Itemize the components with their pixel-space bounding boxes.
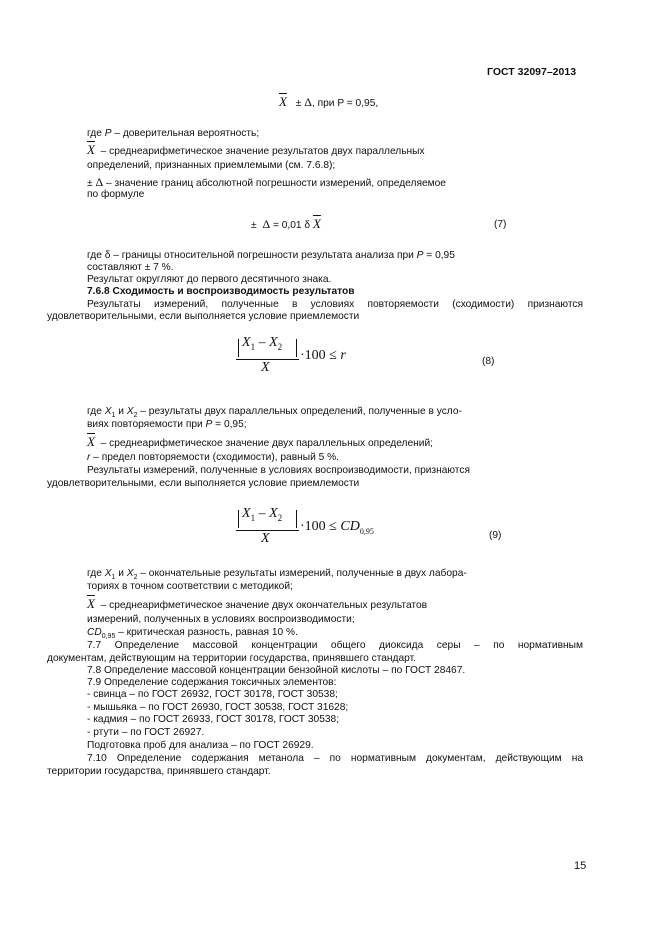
text-line: территории государства, принявшего стандарт. [47,766,271,777]
page-number: 15 [574,860,587,872]
standard-designation: ГОСТ 32097–2013 [487,66,577,78]
text-line: 7.7 Определение массовой концентрации общего диоксида серы – по нормативным [87,640,583,651]
text-line: по формуле [87,189,145,200]
text-line: $\overline{X}$ – среднеарифметическое значение двух окончательных результатов [87,596,428,611]
list-item: - кадмия – по ГОСТ 26933, ГОСТ 30178, ГОСТ 30538; [87,714,340,725]
text-line: удовлетворительными, если выполняется условие приемлемости [47,478,360,489]
text-line: Результаты измерений, полученные в условиях повторяемости (сходимости) признаются [87,299,583,310]
text-line: 7.9 Определение содержания токсичных элементов: [87,677,337,688]
text-line: Результаты измерений, полученные в условиях воспроизводимости, признаются [87,465,470,476]
text-line: ± Δ – значение границ абсолютной погрешности измерений, определяемое [87,175,446,189]
text-line: измерений, полученных в условиях воспроизводимости; [87,614,355,625]
text-line: $\overline{X}$ – среднеарифметическое значение двух параллельных определений; [87,434,433,449]
list-item: - свинца – по ГОСТ 26932, ГОСТ 30178, ГОСТ 30538; [87,689,338,700]
text-line: ториях в точном соответствии с методикой; [87,581,293,592]
text-line: составляют ± 7 %. [87,262,174,273]
text-line: виях повторяемости при P = 0,95; [87,419,247,430]
text-line: документам, действующим на территории государства, принявшего стандарт. [47,653,416,664]
text-line: 7.10 Определение содержания метанола – по нормативным документам, действующим на [87,753,583,764]
text-line: где P – доверительная вероятность; [87,128,260,139]
formula-9-number: (9) [489,530,502,541]
text-line: определений, признанных приемлемыми (см. 7.6.8); [87,160,336,171]
formula-7-number: (7) [494,219,507,230]
text-line: удовлетворительными, если выполняется условие приемлемости [47,311,360,322]
text-line: где $X_1$ и $X_2$ – окончательные результаты измерений, полученные в двух лабора- [87,568,467,582]
list-item: - ртути – по ГОСТ 26927. [87,727,205,738]
text-line: Результат округляют до первого десятичного знака. [87,274,332,285]
text-line: Подготовка проб для анализа – по ГОСТ 26929. [87,740,314,751]
text-line: $CD_{0,95}$ – критическая разность, равная 10 %. [87,627,298,641]
formula-7: ± Δ = 0,01 δ $\overline{X}$ [251,216,321,231]
mean-symbol: $\overline{X}$ [279,94,287,109]
list-item: - мышьяка – по ГОСТ 26930, ГОСТ 30538, ГОСТ 31628; [87,702,349,713]
document-page: ГОСТ 32097–2013 $\overline{X} \pm \Delta$, при P = 0,95, где P – доверительная вероятность; $\overline{X}$ – среднеарифметическое значение результатов двух параллельных определений, признанных приемлемыми (см. 7.6.8); ± Δ – значение границ абсолютной погрешности измерений, определяемое по формуле ± Δ = 0,01 δ $\overline{X}$ (7) где δ – границы относительной погрешности результата анализа при P = 0,95 составляют ± 7 %. Результат округляют до первого десятичного знака. 7.6.8 Сходимость и воспроизводимость результатов Результаты измерений, полученные в условиях повторяемости (сходимости) признаются удовлетворительными, если выполняется условие приемлемости $X_1 - X_2$ $\overline{X}$ ·100 ≤ r (8) где $X_1$ и $X_2$ – результаты двух параллельных определений, полученные в усло- виях повторяемости при P = 0,95; $\overline{X}$ – среднеарифметическое значение двух параллельных определений; r – предел повторяемости (сходимости), равный 5 %. Результаты измерений, полученные в условиях воспроизводимости, признаются удовлетворительными, если выполняется условие приемлемости $X_1 - X_2$ $\overline{X}$ $\cdot 100 \le CD_{0,95}$ (9) где $X_1$ и $X_2$ – окончательные результаты измерений, полученные в двух лабора- ториях в точном соответствии с методикой; $\overline{X}$ – среднеарифметическое значение двух окончательных результатов измерений, полученных в условиях воспроизводимости; $CD_{0,95}$ – критическая разность, равная 10 %. 7.7 Определение массовой концентрации общего диоксида серы – по нормативным документам, действующим на территории государства, принявшего стандарт. 7.8 Определение массовой концентрации бензойной кислоты – по ГОСТ 28467. 7.9 Определение содержания токсичных элементов: - свинца – по ГОСТ 26932, ГОСТ 30178, ГОСТ 30538; - мышьяка – по ГОСТ 26930, ГОСТ 30538, ГОСТ 31628; - кадмия – по ГОСТ 26933, ГОСТ 30178, ГОСТ 30538; - ртути – по ГОСТ 26927. Подготовка проб для анализа – по ГОСТ 26929. 7.10 Определение содержания метанола – по нормативным документам, действующим на территории государства, принявшего стандарт. 15 [47,66,587,872]
text-line: где $X_1$ и $X_2$ – результаты двух параллельных определений, полученные в усло- [87,406,462,420]
result-formula: $\overline{X} \pm \Delta$, при P = 0,95, [279,94,379,109]
text-line: r – предел повторяемости (сходимости), равный 5 %. [87,452,339,463]
text-line: 7.8 Определение массовой концентрации бензойной кислоты – по ГОСТ 28467. [87,665,466,676]
text-line: $\overline{X}$ – среднеарифметическое значение результатов двух параллельных [87,142,425,157]
section-heading: 7.6.8 Сходимость и воспроизводимость результатов [87,286,355,297]
text-line: где δ – границы относительной погрешности результата анализа при P = 0,95 [87,250,455,261]
formula-8-number: (8) [482,356,495,367]
